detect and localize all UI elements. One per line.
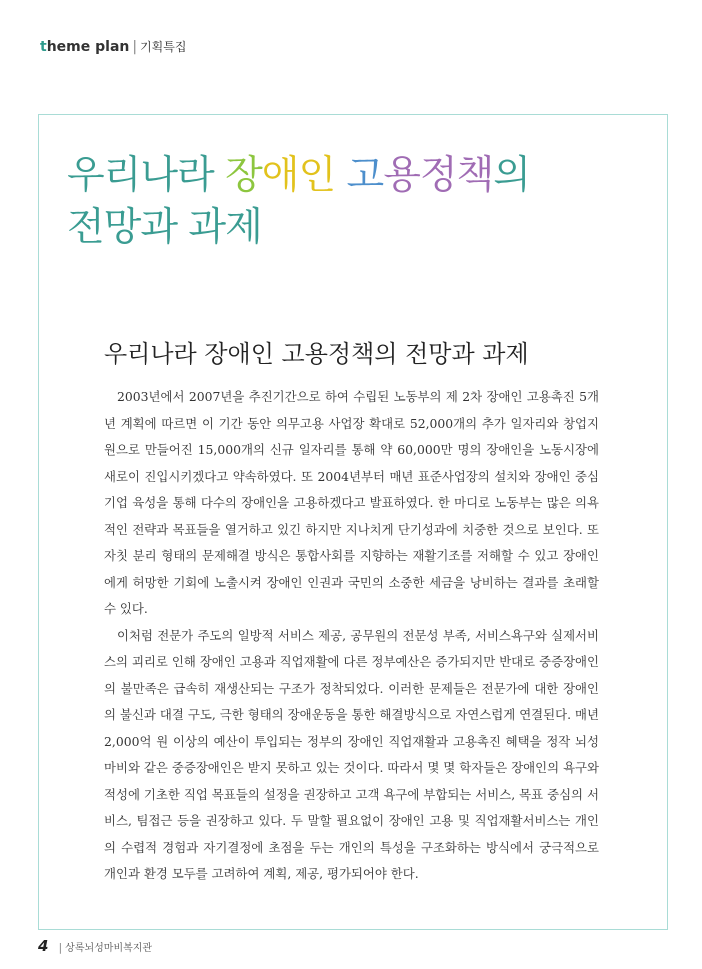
page-footer [38, 936, 152, 955]
title-segment: 용정책 [383, 153, 494, 198]
title-segment: 의 [493, 153, 530, 198]
title-segment: 고 [335, 153, 384, 198]
footer-separator: | [58, 941, 63, 954]
feature-title [67, 150, 530, 254]
title-segment: 애인 [261, 153, 336, 198]
header-brand: heme plan [46, 39, 130, 55]
feature-title-line-2: 전망과 과제 [67, 205, 262, 250]
header-brand-initial: t [40, 39, 47, 55]
footer-organization: 상록뇌성마비복지관 [65, 943, 153, 954]
page-number: 4 [38, 937, 49, 955]
header-section-label: 기획특집 [140, 40, 187, 54]
feature-title-line-1 [67, 150, 530, 202]
page-header [40, 38, 186, 55]
paragraph: 2003년에서 2007년을 추진기간으로 하여 수립된 노동부의 제 2차 장애인 고용촉진 5개년 계획에 따르면 이 기간 동안 의무고용 사업장 확대로 52,000개의 추가 일자리와 창업지원으로 만들어진 15,000개의 신규 일자리를 통해 약 60,000만 명의 장애인을 노동시장에 새로이 진입시키겠다고 약속하였다. 또 2004년부터 매년 표준사업장의 설치와 장애인 중심기업 육성을 통해 다수의 장애인을 고용하겠다고 발표하였다. 한 마디로 노동부는 많은 의욕적인 전략과 목표들을 열거하고 있긴 하지만 지나치게 단기성과에 치중한 것으로 보인다. 또 자칫 분리 형태의 문제해결 방식은 통합사회를 지향하는 재활기조를 저해할 수 있고 장애인에게 허망한 기회에 노출시켜 장애인 인권과 국민의 소중한 세금을 낭비하는 결과를 초래할 수 있다. [104, 389, 599, 616]
title-segment: 우리나라 [67, 153, 226, 198]
title-segment: 장 [225, 153, 262, 198]
article-subtitle: 우리나라 장애인 고용정책의 전망과 과제 [104, 340, 529, 368]
header-separator: | [132, 39, 138, 55]
article-body [104, 384, 599, 888]
paragraph: 이처럼 전문가 주도의 일방적 서비스 제공, 공무원의 전문성 부족, 서비스욕구와 실제서비스의 괴리로 인해 장애인 고용과 직업재활에 다른 정부예산은 증가되지만 반대로 중증장애인의 불만족은 급속히 재생산되는 구조가 정착되었다. 이러한 문제들은 전문가에 대한 장애인의 불신과 대결 구도, 극한 형태의 장애운동을 통한 해결방식으로 자연스럽게 연결된다. 매년 2,000억 원 이상의 예산이 투입되는 정부의 장애인 직업재활과 고용촉진 혜택을 정작 뇌성마비와 같은 중증장애인은 받지 못하고 있는 것이다. 따라서 몇 몇 학자들은 장애인의 욕구와 적성에 기초한 직업 목표들의 설정을 권장하고 고객 욕구에 부합되는 서비스, 목표 중심의 서비스, 팀접근 등을 권장하고 있다. 두 말할 필요없이 장애인 고용 및 직업재활서비스는 개인의 수렵적 경험과 자기결정에 초점을 두는 개인의 특성을 구조화하는 방식에서 궁극적으로 개인과 환경 모두를 고려하여 계획, 제공, 평가되어야 한다. [104, 627, 599, 881]
